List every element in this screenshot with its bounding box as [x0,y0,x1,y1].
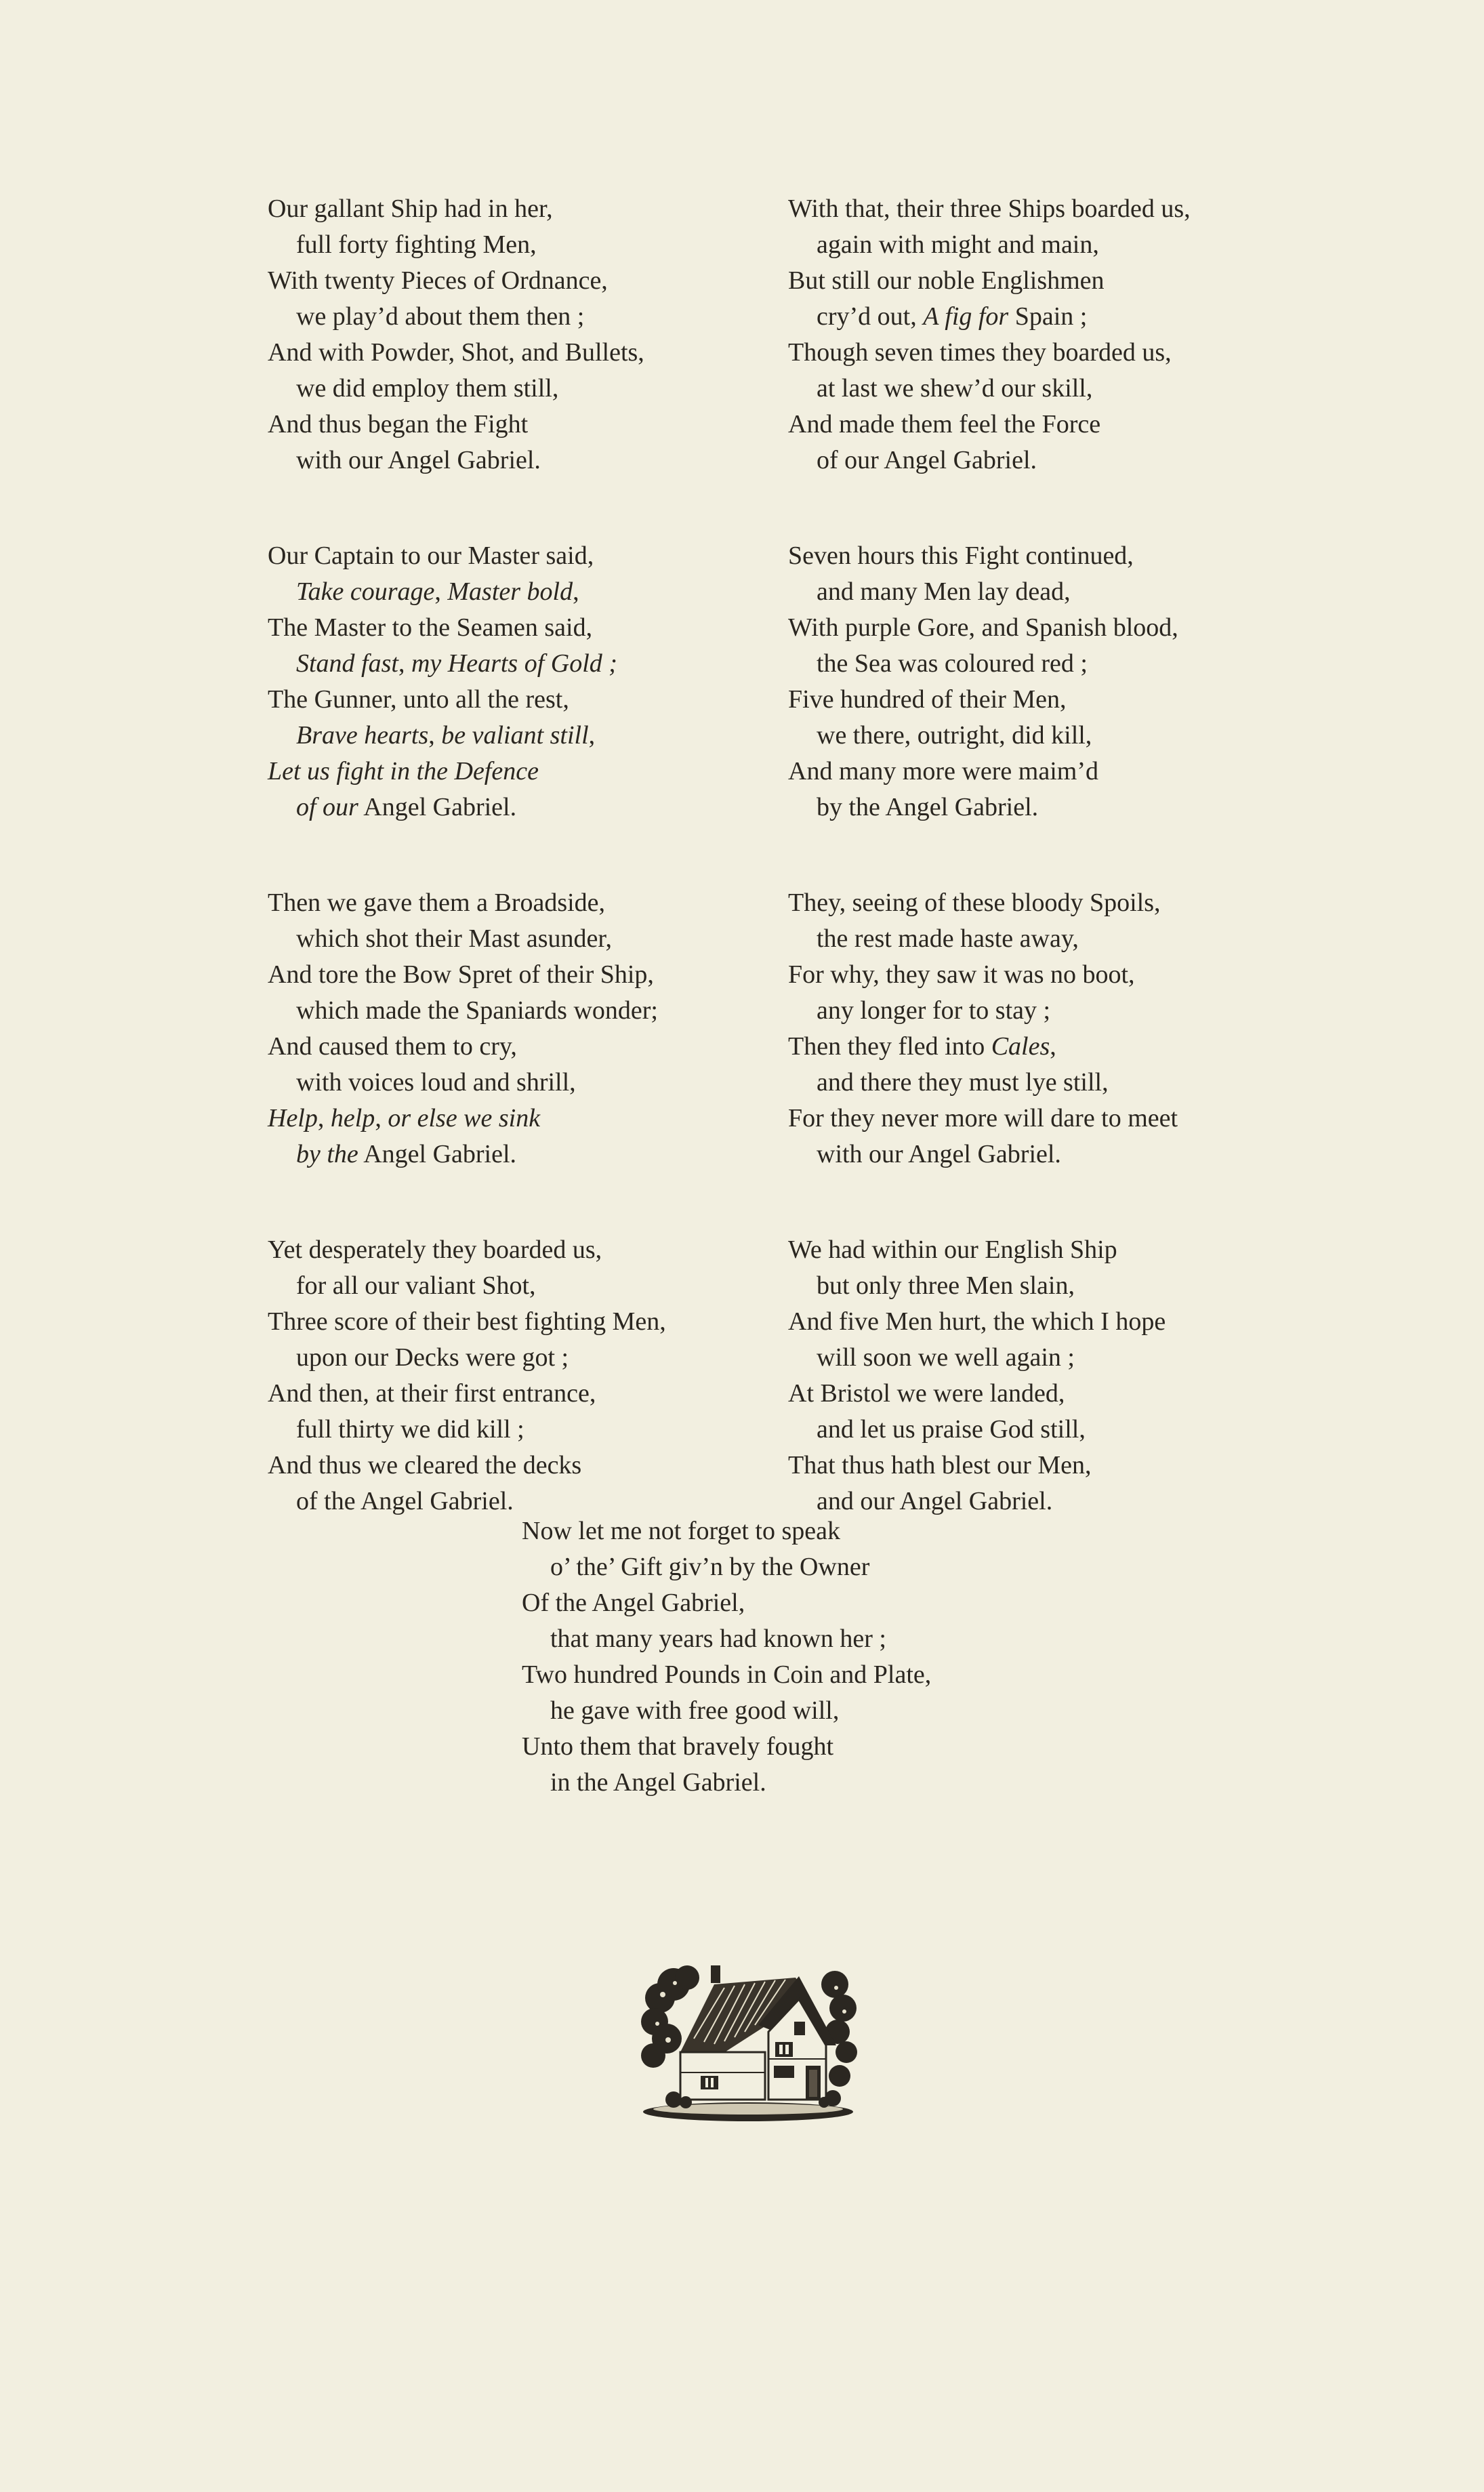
verse-text: Of the Angel Gabriel, [522,1589,745,1617]
verse-line [788,1232,1290,1268]
verse-text: but only three Men slain, [817,1271,1075,1300]
verse-line [522,1621,1064,1657]
italic-text: by the [296,1140,358,1168]
stanza [788,191,1290,478]
verse-text: we did employ them still, [296,374,559,403]
verse-line [268,921,769,957]
verse-text: And thus we cleared the decks [268,1451,582,1479]
verse-text: The Gunner, unto all the rest, [268,685,569,714]
verse-text: and there they must lye still, [817,1068,1109,1097]
verse-text: Angel Gabriel. [358,793,517,821]
verse-line [788,1376,1290,1412]
verse-text: Three score of their best fighting Men, [268,1307,666,1336]
verse-text: , [573,577,579,606]
verse-line [788,299,1290,335]
verse-line [788,1448,1290,1484]
verse-line [788,263,1290,299]
verse-line [268,957,769,993]
stanza [268,1232,769,1519]
verse-text: And then, at their first entrance, [268,1379,596,1408]
verse-text: And five Men hurt, the which I hope [788,1307,1166,1336]
right-column [788,191,1290,1579]
verse-text: full thirty we did kill ; [296,1415,524,1444]
verse-text: , [398,649,411,678]
verse-line [522,1549,1064,1585]
verse-text: Five hundred of their Men, [788,685,1067,714]
verse-text: Spain ; [1008,302,1088,331]
verse-text: , [375,1104,388,1132]
verse-line [788,1340,1290,1376]
verse-text: , [317,1104,331,1132]
italic-text: my Hearts of Gold ; [411,649,617,678]
italic-text: Stand fast [296,649,398,678]
verse-line [788,1412,1290,1448]
verse-text: Our gallant Ship had in her, [268,195,553,223]
verse-text: at last we shew’d our skill, [817,374,1093,403]
verse-line [522,1657,1064,1693]
verse-text: , [588,721,596,750]
verse-text: which shot their Mast asunder, [296,924,613,953]
verse-text: , [428,721,442,750]
verse-text: And tore the Bow Spret of their Ship, [268,960,654,989]
verse-text: Though seven times they boarded us, [788,338,1172,367]
stanza [788,538,1290,825]
verse-line [788,718,1290,754]
verse-line [788,754,1290,790]
verse-line [788,610,1290,646]
verse-line [788,646,1290,682]
verse-line [268,443,769,478]
verse-line [788,957,1290,993]
verse-line [268,1137,769,1172]
verse-line [788,1101,1290,1137]
verse-line [268,682,769,718]
italic-text: Brave hearts [296,721,429,750]
italic-text: of our [296,793,358,821]
italic-text: help [330,1104,375,1132]
verse-line [268,790,769,825]
stanza [268,885,769,1172]
italic-text: Help [268,1104,318,1132]
verse-text: Unto them that bravely fought [522,1732,834,1761]
verse-text: Angel Gabriel. [358,1140,517,1168]
verse-line [788,1304,1290,1340]
verse-text: o’ the’ Gift giv’n by the Owner [550,1553,870,1581]
verse-text: of the Angel Gabriel. [296,1487,514,1515]
verse-text: and many Men lay dead, [817,577,1071,606]
verse-text: we play’d about them then ; [296,302,585,331]
verse-text: by the Angel Gabriel. [817,793,1039,821]
verse-text: any longer for to stay ; [817,996,1051,1025]
verse-text: Then we gave them a Broadside, [268,888,606,917]
verse-text: full forty fighting Men, [296,230,537,259]
italic-text: Let us fight in the Defence [268,757,539,785]
verse-text: with our Angel Gabriel. [817,1140,1061,1168]
italic-text: or else we sink [388,1104,541,1132]
verse-line [268,574,769,610]
verse-line [788,1065,1290,1101]
verse-text: Seven hours this Fight continued, [788,542,1134,570]
verse-text: With that, their three Ships boarded us, [788,195,1191,223]
verse-line [268,1412,769,1448]
verse-text: We had within our English Ship [788,1235,1117,1264]
verse-line [788,227,1290,263]
verse-line [522,1693,1064,1729]
verse-line [522,1765,1064,1801]
verse-line [268,718,769,754]
verse-line [268,263,769,299]
stanza [788,1232,1290,1519]
verse-line [268,1268,769,1304]
verse-line [788,921,1290,957]
verse-text: And thus began the Fight [268,410,529,438]
verse-text: They, seeing of these bloody Spoils, [788,888,1161,917]
cottage-vignette [640,1957,858,2124]
verse-line [268,1232,769,1268]
italic-text: Master bold [447,577,573,606]
verse-text: of our Angel Gabriel. [817,446,1037,474]
verse-text: in the Angel Gabriel. [550,1768,766,1797]
verse-line [268,754,769,790]
verse-line [788,790,1290,825]
verse-line [268,610,769,646]
verse-line [788,993,1290,1029]
verse-line [788,371,1290,407]
verse-text: will soon we well again ; [817,1343,1075,1372]
italic-text: Take courage [296,577,435,606]
italic-text: A fig for [923,302,1009,331]
verse-line [788,885,1290,921]
verse-text: cry’d out, [817,302,924,331]
verse-line [788,335,1290,371]
verse-line [268,538,769,574]
verse-text: again with might and main, [817,230,1099,259]
verse-text: Then they fled into [788,1032,991,1061]
verse-line [268,407,769,443]
verse-text: At Bristol we were landed, [788,1379,1065,1408]
verse-line [268,1448,769,1484]
verse-line [788,682,1290,718]
italic-text: Cales [991,1032,1050,1061]
verse-text: With purple Gore, and Spanish blood, [788,613,1178,642]
verse-line [788,191,1290,227]
verse-line [268,371,769,407]
verse-line [268,1029,769,1065]
verse-line [788,1268,1290,1304]
verse-text: and our Angel Gabriel. [817,1487,1053,1515]
verse-line [268,299,769,335]
verse-text: that many years had known her ; [550,1625,886,1653]
verse-text: That thus hath blest our Men, [788,1451,1092,1479]
verse-line [522,1585,1064,1621]
verse-line [268,993,769,1029]
verse-text: Two hundred Pounds in Coin and Plate, [522,1660,932,1689]
verse-text: For why, they saw it was no boot, [788,960,1135,989]
verse-line [268,335,769,371]
verse-line [268,227,769,263]
verse-line [788,1137,1290,1172]
stanza [522,1513,1064,1801]
verse-text: And many more were maim’d [788,757,1098,785]
verse-text: Our Captain to our Master said, [268,542,594,570]
verse-text: And made them feel the Force [788,410,1101,438]
verse-line [268,1340,769,1376]
verse-text: and let us praise God still, [817,1415,1086,1444]
verse-text: Yet desperately they boarded us, [268,1235,602,1264]
verse-text: And caused them to cry, [268,1032,517,1061]
verse-line [268,1376,769,1412]
verse-line [268,885,769,921]
verse-text: With twenty Pieces of Ordnance, [268,266,608,295]
final-stanza [522,1513,1064,1860]
verse-line [268,1304,769,1340]
verse-line [788,1029,1290,1065]
verse-text: And with Powder, Shot, and Bullets, [268,338,644,367]
verse-text: he gave with free good will, [550,1696,840,1725]
verse-line [788,538,1290,574]
verse-text: we there, outright, did kill, [817,721,1092,750]
verse-text: the rest made haste away, [817,924,1079,953]
verse-text: For they never more will dare to meet [788,1104,1178,1132]
verse-line [268,1065,769,1101]
verse-text: which made the Spaniards wonder; [296,996,658,1025]
verse-line [788,443,1290,478]
verse-line [268,191,769,227]
verse-text: for all our valiant Shot, [296,1271,536,1300]
verse-line [522,1729,1064,1765]
verse-line [788,574,1290,610]
verse-text: with our Angel Gabriel. [296,446,541,474]
stanza [268,191,769,478]
verse-text: Now let me not forget to speak [522,1517,840,1545]
verse-line [268,1101,769,1137]
left-column [268,191,769,1579]
verse-text: upon our Decks were got ; [296,1343,569,1372]
verse-line [788,407,1290,443]
verse-text: The Master to the Seamen said, [268,613,593,642]
verse-text: , [434,577,448,606]
verse-text: with voices loud and shrill, [296,1068,576,1097]
verse-text: the Sea was coloured red ; [817,649,1088,678]
stanza [268,538,769,825]
verse-text: But still our noble Englishmen [788,266,1105,295]
verse-line [522,1513,1064,1549]
italic-text: be valiant still [441,721,589,750]
verse-text: , [1050,1032,1056,1061]
verse-line [268,646,769,682]
stanza [788,885,1290,1172]
